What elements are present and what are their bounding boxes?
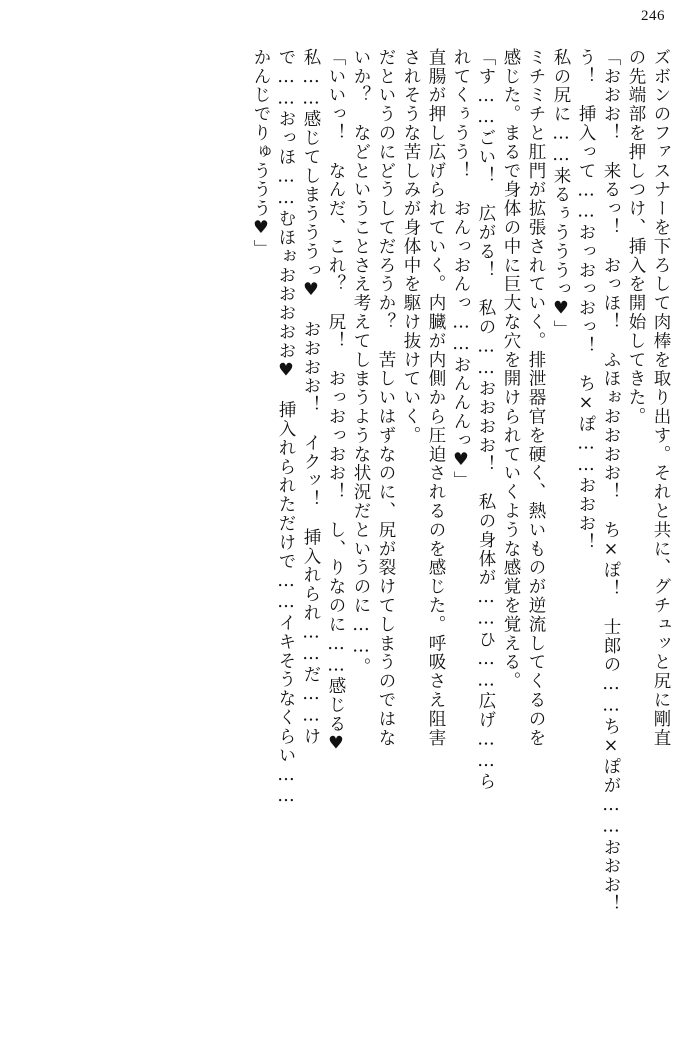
text-line: かんじでりゅううう♥」 (251, 48, 271, 259)
text-line: う！ 挿入って……おっおっおっ！ ち×ぽ……おおお！ (576, 48, 596, 552)
text-line: いか？ などということさえ考えてしまうような状況だというのに……。 (351, 48, 371, 677)
text-line: れてくぅうう！ おんっおんっ……おんんんっ♥」 (451, 48, 471, 491)
text-line: 「す……ごい！ 広がる！ 私の……おおおお！ 私の身体が……ひ……広げ……ら (476, 48, 496, 792)
vertical-text-body (22, 48, 669, 1032)
text-line: で……おっほ……むほぉおおおおお♥ 挿入れられただけで……イキそうなくらい…… (276, 48, 296, 808)
text-line: 私……感じてしまうううっ♥ おおおお！ イクッ！ 挿入れられ……だ……け (301, 48, 321, 746)
text-line: ミチミチと肛門が拡張されていく。排泄器官を硬く、熱いものが逆流してくるのを (526, 48, 546, 748)
text-line: の先端部を押しつけ、挿入を開始してきた。 (626, 48, 646, 426)
text-line: 「おおお！ 来るっ！ おっほ！ ふほぉおおおお！ ち×ぽ！ 士郎の……ち×ぽが……おおお！ (601, 48, 621, 914)
text-line: 感じた。まるで身体の中に巨大な穴を開けられていくような感覚を覚える。 (501, 48, 521, 691)
page-number: 246 (641, 8, 665, 24)
text-line: 直腸が押し広げられていく。内臓が内側から圧迫されるのを感じた。呼吸さえ阻害 (426, 48, 446, 748)
text-line: 私の尻に……来るぅうううっ♥」 (551, 48, 571, 339)
text-line: だというのにどうしてだろうか？ 苦しいはずなのに、尻が裂けてしまうのではな (376, 48, 396, 748)
text-line: 「いいっ！ なんだ、これ？ 尻！ おっおっおお！ し、りなのに……感じる♥ (326, 48, 346, 755)
text-line: されそうな苦しみが身体中を駆け抜けていく。 (401, 48, 421, 445)
text-line: ズボンのファスナーを下ろして肉棒を取り出す。それと共に、グチュッと尻に剛直 (651, 48, 671, 748)
